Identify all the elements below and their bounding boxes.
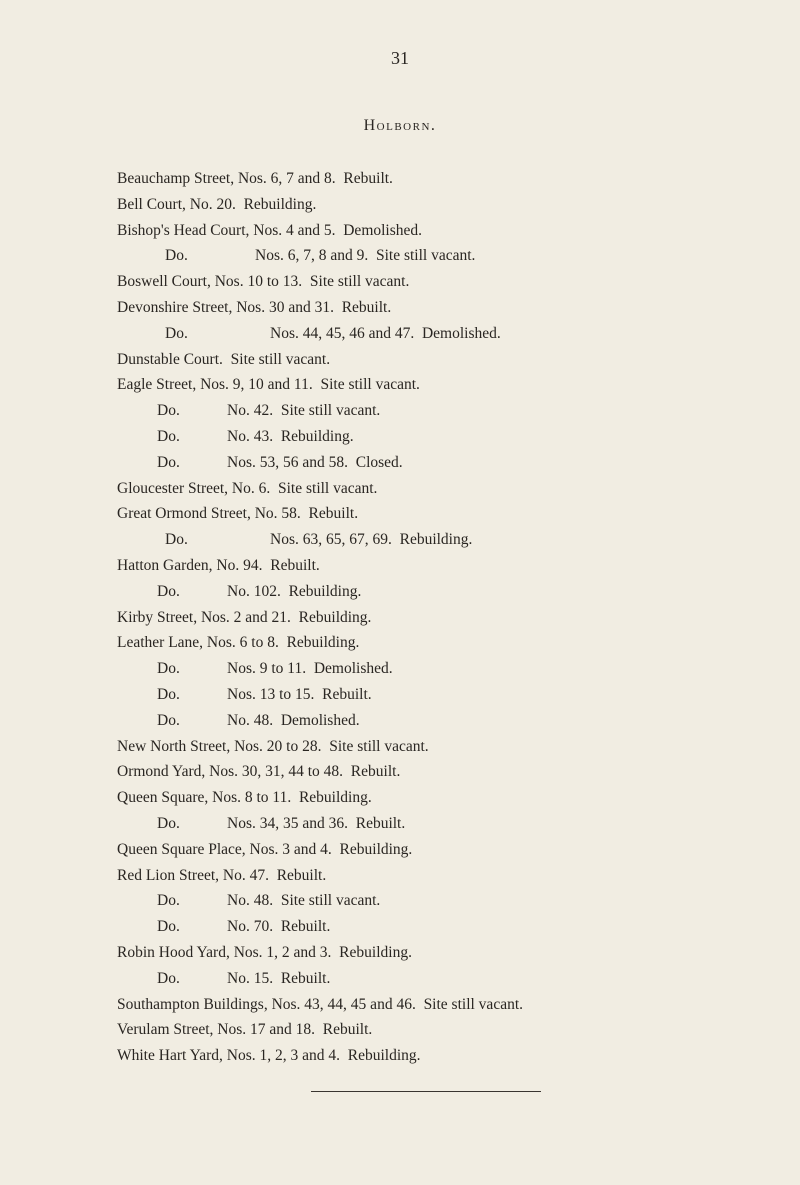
ditto-mark: Do. — [157, 892, 180, 910]
entry-text: Hatton Garden, No. 94. Rebuilt. — [117, 556, 320, 574]
ditto-mark: Do. — [157, 814, 180, 832]
list-item — [117, 708, 737, 734]
ditto-mark: Do. — [157, 660, 180, 678]
list-item — [117, 553, 737, 579]
list-item — [117, 888, 737, 914]
entry-text: Great Ormond Street, No. 58. Rebuilt. — [117, 505, 359, 523]
entry-text: Kirby Street, Nos. 2 and 21. Rebuilding. — [117, 608, 372, 626]
list-item — [117, 1043, 737, 1069]
ditto-mark: Do. — [165, 247, 188, 265]
list-item — [117, 837, 737, 863]
entry-text: No. 48. Site still vacant. — [227, 892, 381, 910]
list-item — [117, 605, 737, 631]
list-item — [117, 811, 737, 837]
entry-text: No. 42. Site still vacant. — [227, 402, 381, 420]
entry-text: Nos. 9 to 11. Demolished. — [227, 660, 393, 678]
entry-text: Red Lion Street, No. 47. Rebuilt. — [117, 866, 327, 884]
entry-text: Beauchamp Street, Nos. 6, 7 and 8. Rebuilt. — [117, 170, 393, 187]
entry-text: No. 70. Rebuilt. — [227, 918, 331, 936]
ditto-mark: Do. — [165, 531, 188, 549]
entry-text: Bell Court, No. 20. Rebuilding. — [117, 195, 317, 213]
list-item — [117, 630, 737, 656]
ditto-mark: Do. — [157, 453, 180, 471]
list-item — [117, 992, 737, 1018]
entry-text: Queen Square Place, Nos. 3 and 4. Rebuilding. — [117, 840, 413, 858]
list-item — [117, 1017, 737, 1043]
entry-text: Robin Hood Yard, Nos. 1, 2 and 3. Rebuilding. — [117, 943, 412, 961]
entry-text: Nos. 6, 7, 8 and 9. Site still vacant. — [255, 247, 476, 265]
entry-text: Nos. 44, 45, 46 and 47. Demolished. — [270, 324, 501, 342]
entry-text: Bishop's Head Court, Nos. 4 and 5. Demolished. — [117, 221, 423, 239]
list-item — [117, 579, 737, 605]
list-item — [117, 966, 737, 992]
entry-text: No. 43. Rebuilding. — [227, 427, 354, 445]
entry-text: Gloucester Street, No. 6. Site still vacant. — [117, 479, 378, 497]
entry-text: Leather Lane, Nos. 6 to 8. Rebuilding. — [117, 634, 360, 652]
entry-text: No. 48. Demolished. — [227, 711, 360, 729]
entry-text: Ormond Yard, Nos. 30, 31, 44 to 48. Rebuilt. — [117, 763, 401, 781]
list-item — [117, 192, 737, 218]
list-item — [117, 476, 737, 502]
entry-text: Devonshire Street, Nos. 30 and 31. Rebuilt. — [117, 298, 392, 316]
ditto-mark: Do. — [157, 918, 180, 936]
entry-text: Queen Square, Nos. 8 to 11. Rebuilding. — [117, 789, 372, 807]
list-item — [117, 940, 737, 966]
list-item — [117, 785, 737, 811]
list-item — [117, 656, 737, 682]
entry-text: Nos. 13 to 15. Rebuilt. — [227, 685, 372, 703]
ditto-mark: Do. — [165, 324, 188, 342]
ditto-mark: Do. — [157, 685, 180, 703]
ditto-mark: Do. — [157, 427, 180, 445]
ditto-mark: Do. — [157, 711, 180, 729]
list-item — [117, 759, 737, 785]
list-item — [117, 243, 737, 269]
list-item — [117, 218, 737, 244]
list-item — [117, 527, 737, 553]
entry-text: No. 15. Rebuilt. — [227, 969, 331, 987]
entry-text: New North Street, Nos. 20 to 28. Site still vacant. — [117, 737, 429, 755]
list-item — [117, 914, 737, 940]
ditto-mark: Do. — [157, 402, 180, 420]
list-item — [117, 450, 737, 476]
section-title: Holborn. — [363, 117, 437, 134]
list-item — [117, 321, 737, 347]
entry-text: Eagle Street, Nos. 9, 10 and 11. Site still vacant. — [117, 376, 420, 394]
list-item — [117, 863, 737, 889]
entry-text: Verulam Street, Nos. 17 and 18. Rebuilt. — [117, 1021, 373, 1039]
entry-text: Nos. 63, 65, 67, 69. Rebuilding. — [270, 531, 473, 549]
list-item — [117, 347, 737, 373]
list-item — [117, 682, 737, 708]
closing-rule — [311, 1091, 541, 1092]
ditto-mark: Do. — [157, 582, 180, 600]
ditto-mark: Do. — [157, 969, 180, 987]
list-item — [117, 295, 737, 321]
list-item — [117, 501, 737, 527]
entry-text: White Hart Yard, Nos. 1, 2, 3 and 4. Rebuilding. — [117, 1047, 421, 1065]
list-item — [117, 269, 737, 295]
entry-text: Dunstable Court. Site still vacant. — [117, 350, 331, 368]
list-item — [117, 398, 737, 424]
list-item — [117, 166, 737, 192]
entry-text: Boswell Court, Nos. 10 to 13. Site still vacant. — [117, 273, 410, 291]
entry-text: Nos. 53, 56 and 58. Closed. — [227, 453, 403, 471]
entry-text: Southampton Buildings, Nos. 43, 44, 45 and 46. Site still vacant. — [117, 995, 524, 1013]
list-item — [117, 734, 737, 760]
list-item — [117, 372, 737, 398]
entry-text: No. 102. Rebuilding. — [227, 582, 362, 600]
list-item — [117, 424, 737, 450]
entry-list — [117, 166, 737, 1069]
page-number: 31 — [391, 48, 409, 68]
entry-text: Nos. 34, 35 and 36. Rebuilt. — [227, 814, 406, 832]
